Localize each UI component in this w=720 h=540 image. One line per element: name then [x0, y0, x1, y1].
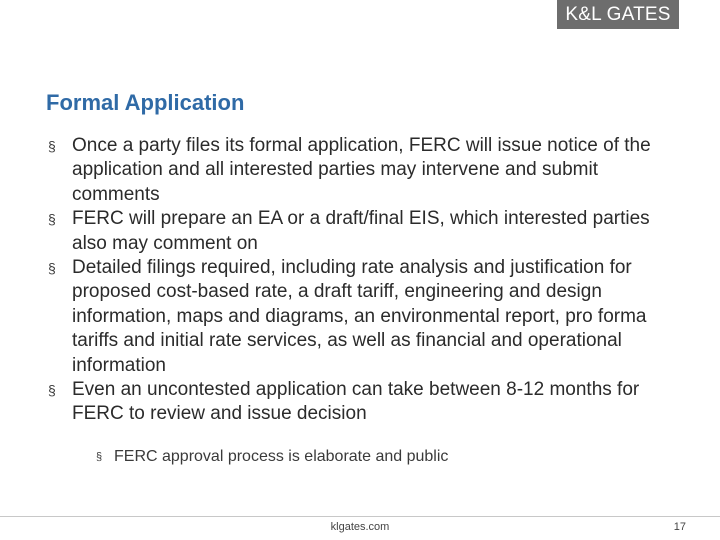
sub-bullet-marker-icon: § [96, 451, 103, 463]
page-number: 17 [673, 521, 686, 533]
bullet-item [46, 256, 686, 378]
bullet-item [46, 207, 686, 256]
bullet-marker-icon: § [48, 260, 56, 277]
footer-divider [0, 516, 720, 517]
bullet-marker-icon: § [48, 138, 56, 154]
footer-url: klgates.com [330, 521, 390, 533]
slide-title: Formal Application [46, 90, 245, 115]
bullet-text: Even an uncontested application can take between 8-12 months for FERC to review and issue decision [72, 379, 640, 425]
bullet-item [46, 134, 686, 207]
bullet-text: Detailed filings required, including rate analysis and justification for proposed cost-based rate, a draft tariff, engineering and design information, maps and diagrams, an environmental report, pro forma tariffs and initial rate services, as well as financial and operational information [72, 257, 647, 376]
bullet-text: Once a party files its formal application, FERC will issue notice of the application and all interested parties may intervene and submit comments [72, 135, 651, 205]
bullet-marker-icon: § [48, 211, 56, 228]
sub-bullet-text: FERC approval process is elaborate and public [114, 448, 449, 465]
bullet-list [46, 134, 686, 427]
company-logo: K&L GATES [557, 0, 679, 29]
sub-bullet-item [96, 446, 448, 468]
bullet-item [46, 378, 686, 427]
bullet-text: FERC will prepare an EA or a draft/final EIS, which interested parties also may comment on [72, 208, 650, 254]
bullet-marker-icon: § [48, 382, 56, 399]
